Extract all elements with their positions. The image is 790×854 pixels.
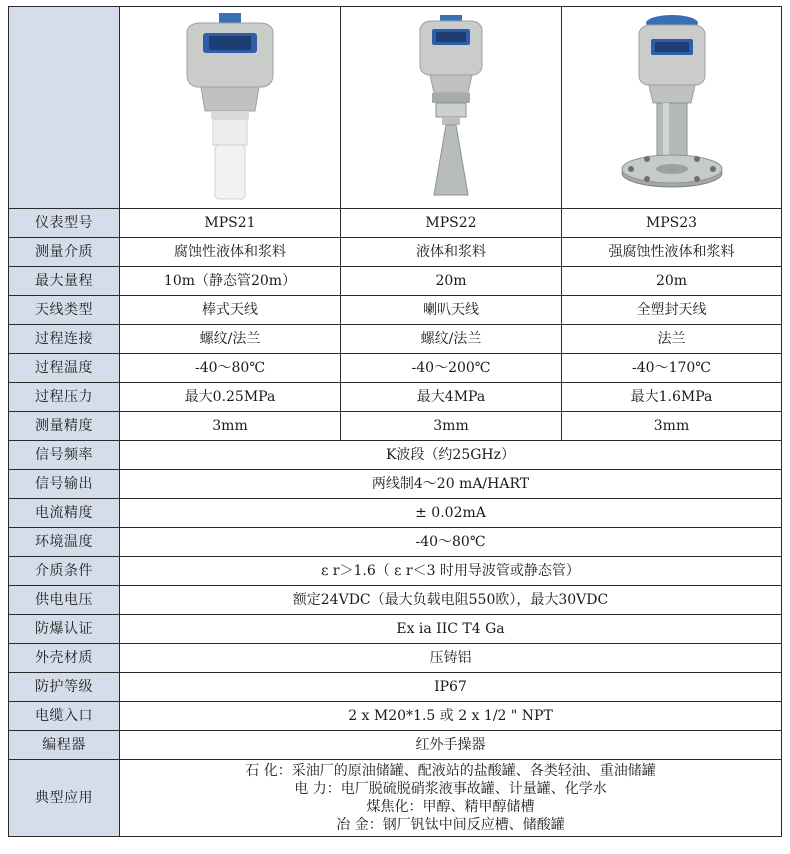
shared-spec-value: IP67 bbox=[120, 673, 782, 702]
application-line: 冶 金：钢厂钒钛中间反应槽、储酸罐 bbox=[336, 817, 565, 833]
shared-spec-row bbox=[9, 441, 782, 470]
product-image-mps22 bbox=[341, 7, 562, 209]
row-label: 天线类型 bbox=[9, 296, 120, 325]
spec-table bbox=[8, 6, 782, 837]
row-label: 过程温度 bbox=[9, 354, 120, 383]
row-label: 电缆入口 bbox=[9, 702, 120, 731]
row-label: 测量精度 bbox=[9, 412, 120, 441]
shared-spec-row bbox=[9, 644, 782, 673]
shared-spec-row bbox=[9, 499, 782, 528]
spec-value-mps23: 法兰 bbox=[562, 325, 782, 354]
shared-spec-value: 红外手操器 bbox=[120, 731, 782, 760]
spec-value-mps21: -40～80℃ bbox=[120, 354, 341, 383]
row-label: 外壳材质 bbox=[9, 644, 120, 673]
spec-value-mps23: 强腐蚀性液体和浆料 bbox=[562, 238, 782, 267]
spec-value-mps22: 最大4MPa bbox=[341, 383, 562, 412]
spec-row bbox=[9, 412, 782, 441]
row-label: 仪表型号 bbox=[9, 209, 120, 238]
spec-value-mps22: 液体和浆料 bbox=[341, 238, 562, 267]
horn-antenna-radar-level-meter bbox=[396, 13, 506, 203]
application-line: 电 力：电厂脱硫脱硝浆液事故罐、计量罐、化学水 bbox=[294, 781, 607, 797]
spec-row bbox=[9, 325, 782, 354]
row-label: 过程连接 bbox=[9, 325, 120, 354]
product-image-mps21 bbox=[120, 7, 341, 209]
shared-spec-row bbox=[9, 702, 782, 731]
spec-value-mps21: 棒式天线 bbox=[120, 296, 341, 325]
shared-spec-row bbox=[9, 557, 782, 586]
spec-value-mps23: 全塑封天线 bbox=[562, 296, 782, 325]
shared-spec-row bbox=[9, 586, 782, 615]
spec-value-mps23: -40～170℃ bbox=[562, 354, 782, 383]
application-row bbox=[9, 760, 782, 837]
row-label: 供电电压 bbox=[9, 586, 120, 615]
spec-value-mps23: MPS23 bbox=[562, 209, 782, 238]
application-line: 石 化：采油厂的原油储罐、配液站的盐酸罐、各类轻油、重油储罐 bbox=[245, 763, 656, 779]
shared-spec-row bbox=[9, 615, 782, 644]
row-label: 编程器 bbox=[9, 731, 120, 760]
row-label: 信号频率 bbox=[9, 441, 120, 470]
spec-row bbox=[9, 296, 782, 325]
spec-value-mps23: 3mm bbox=[562, 412, 782, 441]
row-label: 介质条件 bbox=[9, 557, 120, 586]
spec-value-mps21: MPS21 bbox=[120, 209, 341, 238]
shared-spec-row bbox=[9, 528, 782, 557]
spec-row bbox=[9, 383, 782, 412]
shared-spec-value: 额定24VDC（最大负载电阻550欧），最大30VDC bbox=[120, 586, 782, 615]
spec-row bbox=[9, 267, 782, 296]
row-label: 信号输出 bbox=[9, 470, 120, 499]
spec-value-mps21: 3mm bbox=[120, 412, 341, 441]
row-label: 最大量程 bbox=[9, 267, 120, 296]
shared-spec-value: 压铸铝 bbox=[120, 644, 782, 673]
row-label: 测量介质 bbox=[9, 238, 120, 267]
spec-value-mps21: 10m（静态管20m） bbox=[120, 267, 341, 296]
product-image-mps23 bbox=[562, 7, 782, 209]
row-label: 防护等级 bbox=[9, 673, 120, 702]
shared-rows bbox=[9, 441, 782, 760]
row-label: 典型应用 bbox=[9, 760, 120, 837]
shared-spec-value: ± 0.02mA bbox=[120, 499, 782, 528]
spec-value-mps22: 20m bbox=[341, 267, 562, 296]
application-cell bbox=[120, 760, 782, 837]
shared-spec-value: -40～80℃ bbox=[120, 528, 782, 557]
spec-value-mps22: 螺纹/法兰 bbox=[341, 325, 562, 354]
shared-spec-value: K波段（约25GHz） bbox=[120, 441, 782, 470]
spec-row bbox=[9, 354, 782, 383]
shared-spec-value: Ex ia IIC T4 Ga bbox=[120, 615, 782, 644]
spec-value-mps22: 3mm bbox=[341, 412, 562, 441]
spec-value-mps21: 螺纹/法兰 bbox=[120, 325, 341, 354]
row-label: 过程压力 bbox=[9, 383, 120, 412]
row-label: 防爆认证 bbox=[9, 615, 120, 644]
corner-cell bbox=[9, 7, 120, 209]
rod-antenna-radar-level-meter bbox=[175, 13, 285, 203]
per-model-rows bbox=[9, 209, 782, 441]
spec-value-mps22: -40～200℃ bbox=[341, 354, 562, 383]
flanged-sealed-antenna-radar-level-meter bbox=[617, 13, 727, 203]
shared-spec-row bbox=[9, 673, 782, 702]
application-line: 煤焦化：甲醇、精甲醇储槽 bbox=[366, 799, 535, 815]
spec-value-mps23: 20m bbox=[562, 267, 782, 296]
image-row bbox=[9, 7, 782, 209]
spec-value-mps21: 最大0.25MPa bbox=[120, 383, 341, 412]
spec-row bbox=[9, 209, 782, 238]
shared-spec-row bbox=[9, 731, 782, 760]
spec-row bbox=[9, 238, 782, 267]
shared-spec-value: ε r＞1.6（ ε r＜3 时用导波管或静态管） bbox=[120, 557, 782, 586]
shared-spec-row bbox=[9, 470, 782, 499]
shared-spec-value: 两线制4～20 mA/HART bbox=[120, 470, 782, 499]
row-label: 电流精度 bbox=[9, 499, 120, 528]
spec-value-mps23: 最大1.6MPa bbox=[562, 383, 782, 412]
spec-value-mps22: MPS22 bbox=[341, 209, 562, 238]
shared-spec-value: 2 x M20*1.5 或 2 x 1/2 " NPT bbox=[120, 702, 782, 731]
spec-value-mps22: 喇叭天线 bbox=[341, 296, 562, 325]
spec-value-mps21: 腐蚀性液体和浆料 bbox=[120, 238, 341, 267]
row-label: 环境温度 bbox=[9, 528, 120, 557]
